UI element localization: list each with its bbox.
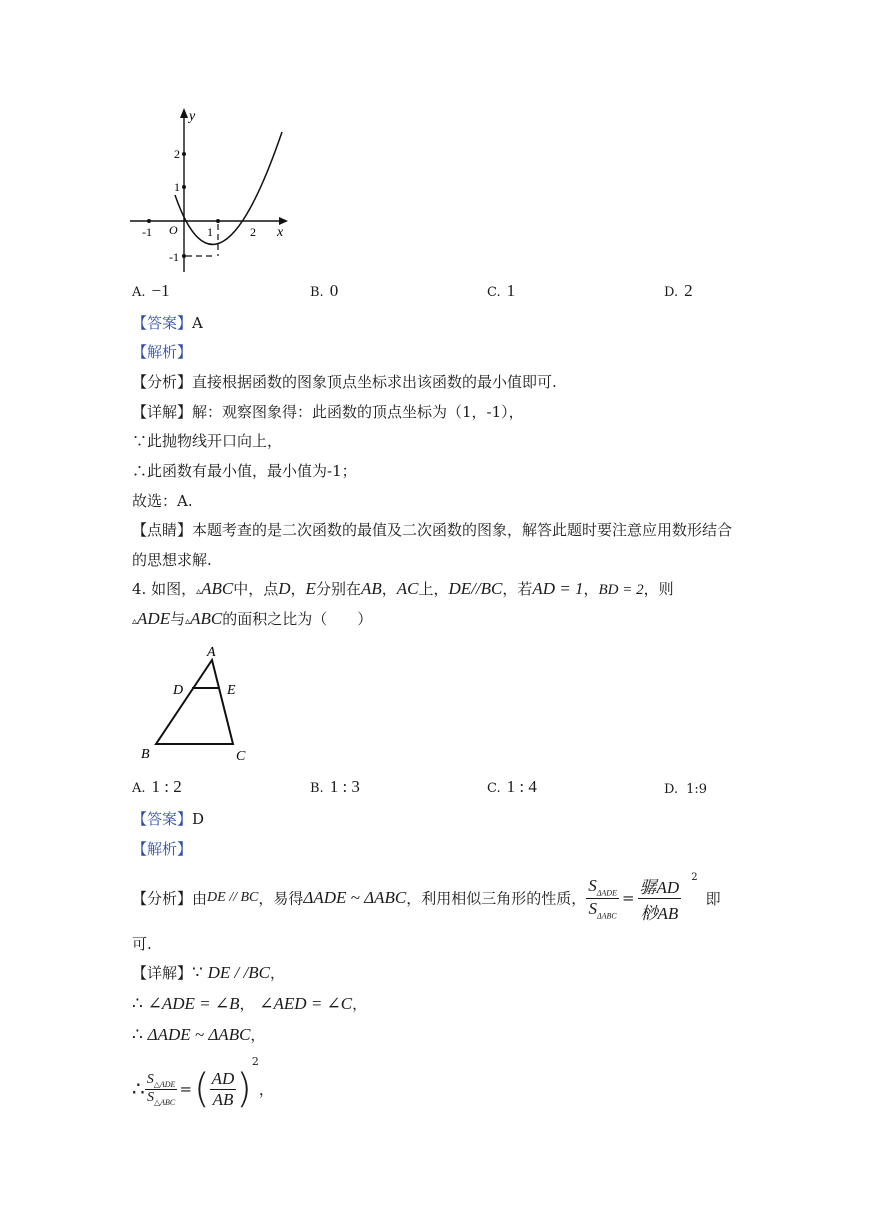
q4-line3: ∴ ΔADE ~ ΔABC， [132, 1025, 266, 1044]
triangle-figure [135, 640, 255, 765]
origin-label: O [169, 223, 178, 237]
q3-option-d: D. 2 [664, 281, 693, 300]
svg-text:-1: -1 [142, 225, 152, 239]
svg-text:-1: -1 [169, 250, 179, 264]
q4-option-a: A. 1 : 2 [132, 777, 182, 796]
svg-text:C: C [236, 749, 246, 764]
parabola-curve [175, 132, 282, 244]
svg-text:E: E [227, 683, 236, 698]
svg-text:B: B [141, 747, 150, 762]
parabola-graph [125, 100, 295, 280]
q4-fenxi-end: 可. [132, 935, 152, 953]
svg-text:1: 1 [207, 225, 213, 239]
x-axis-label: x [277, 225, 284, 240]
q4-option-b: B. 1 : 3 [310, 777, 360, 796]
q4-line4: ∴ $\frac{S_{\triangle ADE}}{S_{\triangle ABC}}$ =( $\frac{AD}{AB}$ )$^2$， [132, 1055, 274, 1112]
q3-line2: ∵此抛物线开口向上， [132, 432, 283, 450]
svg-text:D: D [173, 683, 184, 698]
q3-dianjing: 【点睛】本题考查的是二次函数的最值及二次函数的图象，解答此题时要注意应用数形结合 [132, 521, 733, 539]
y-axis-label: y [189, 109, 196, 124]
q4-option-d: D. 1:9 [664, 782, 708, 797]
q4-stem-line1: 4. 如图，▵ABC中，点D，E分别在AB，AC上，DE//BC，若AD = 1，BD = 2，则 [132, 579, 674, 598]
q3-fenxi: 【分析】直接根据函数的图象顶点坐标求出该函数的最小值即可. [132, 373, 557, 391]
q4-xiangjie: 【详解】∵ DE / /BC， [132, 963, 285, 982]
q3-option-c: C. 1 [487, 281, 516, 300]
q3-line4: 故选：A. [132, 492, 193, 510]
svg-text:A: A [207, 645, 216, 660]
svg-text:2: 2 [174, 147, 180, 161]
q4-answer: 【答案】D [132, 810, 205, 828]
q3-option-a: A. −1 [132, 281, 170, 300]
q4-line2: ∴ ∠ADE = ∠B， ∠AED = ∠C， [132, 994, 368, 1013]
q3-line3: ∴此函数有最小值，最小值为-1； [132, 462, 357, 480]
q3-answer: 【答案】A [132, 314, 203, 332]
q3-analysis-tag: 【解析】 [132, 343, 193, 361]
area-ratio-fraction: $\frac{S_{\Delta ADE}}{S_{\Delta ABC}}$ [588, 876, 617, 920]
svg-text:1: 1 [174, 180, 180, 194]
q3-option-b: B. 0 [310, 281, 339, 300]
q4-option-c: C. 1 : 4 [487, 777, 537, 796]
svg-text:2: 2 [250, 225, 256, 239]
q4-fenxi: 【分析】由DE // BC，易得ΔADE ~ ΔABC，利用相似三角形的性质， $\frac{S_{\Delta ADE}}{S_{\Delta ABC}}$ = $\frac{\text{骣AD}}{\text{桫AB}}$ $^2$即 [132, 872, 721, 923]
q3-xiangjie: 【详解】解：观察图象得：此函数的顶点坐标为（1，-1）， [132, 403, 524, 421]
q3-dianjing-2: 的思想求解. [132, 551, 212, 569]
q4-analysis-tag: 【解析】 [132, 840, 193, 858]
q4-stem-line2: ▵ADE与▵ABC的面积之比为（ ） [132, 609, 373, 628]
